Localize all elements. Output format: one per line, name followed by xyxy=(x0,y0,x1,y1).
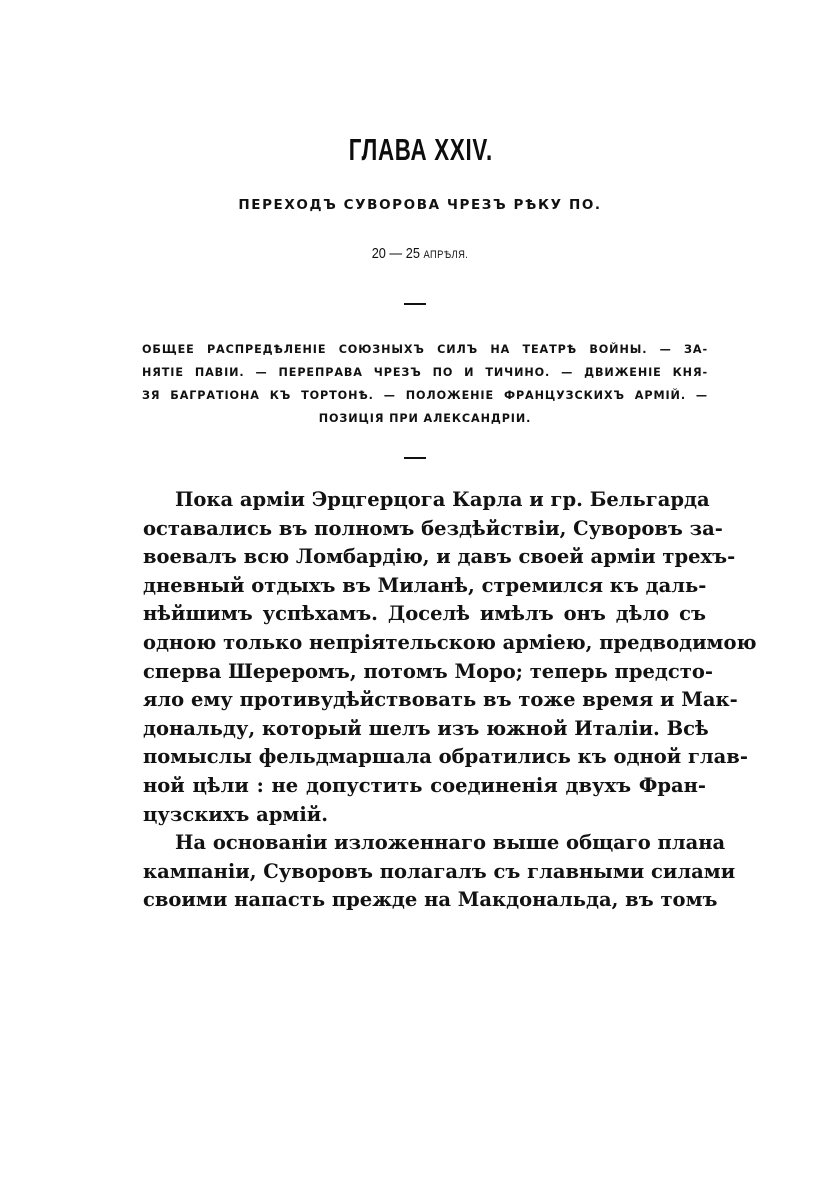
summary-line: ЗЯ БАГРАТІОНА КЪ ТОРТОНѢ. — ПОЛОЖЕНІЕ ФРАНЦУЗСКИХЪ АРМІЙ. — xyxy=(142,389,708,402)
chapter-title: ГЛАВА XXIV. xyxy=(348,132,493,167)
text-line: воевалъ всю Ломбардію, и давъ своей арміи трехъ- xyxy=(143,545,736,569)
chapter-subtitle: ПЕРЕХОДЪ СУВОРОВА ЧРЕЗЪ РѢКУ ПО. xyxy=(238,197,602,213)
body-text xyxy=(143,486,757,915)
separator-rule-top xyxy=(404,303,426,305)
text-line: цузскихъ армій. xyxy=(143,802,328,826)
text-line: дональду, который шелъ изъ южной Италіи. Всѣ xyxy=(143,716,709,740)
dates-month: АПРѢЛЯ. xyxy=(423,249,469,261)
paragraph-2 xyxy=(143,829,736,915)
text-line: своими напасть прежде на Макдональда, въ томъ xyxy=(143,888,718,912)
text-line: сперва Шереромъ, потомъ Моро; теперь предсто- xyxy=(143,659,713,683)
chapter-dates xyxy=(63,245,777,262)
text-line: На основаніи изложеннаго выше общаго плана xyxy=(175,831,726,855)
chapter-summary xyxy=(142,338,708,430)
text-line: одною только непріятельскою арміею, предводимою xyxy=(143,630,757,654)
text-line: Пока арміи Эрцгерцога Карла и гр. Бельгарда xyxy=(175,488,710,511)
text-line: яло ему противудѣйствовать въ тоже время и Мак- xyxy=(143,688,738,712)
summary-line: НЯТІЕ ПАВІИ. — ПЕРЕПРАВА ЧРЕЗЪ ПО И ТИЧИНО. — ДВИЖЕНІЕ КНЯ- xyxy=(142,366,708,379)
text-line: оставались въ полномъ бездѣйствіи, Суворовъ за- xyxy=(143,516,723,540)
summary-line: ПОЗИЦІЯ ПРИ АЛЕКСАНДРІИ. xyxy=(318,412,532,425)
dates-range: 20 — 25 xyxy=(371,245,420,262)
text-line: кампаніи, Суворовъ полагалъ съ главными силами xyxy=(143,859,736,883)
text-line: помыслы фельдмаршала обратились къ одной глав- xyxy=(143,745,748,769)
separator-rule-bottom xyxy=(404,457,426,459)
text-line: дневный отдыхъ въ Миланѣ, стремился къ даль- xyxy=(143,573,707,597)
text-line: нѣйшимъ успѣхамъ. Доселѣ имѣлъ онъ дѣло съ xyxy=(143,602,706,626)
text-line: ной цѣли : не допустить соединенія двухъ Фран- xyxy=(143,773,706,797)
paragraph-1 xyxy=(143,486,757,829)
summary-line: ОБЩЕЕ РАСПРЕДѢЛЕНІЕ СОЮЗНЫХЪ СИЛЪ НА ТЕАТРѢ ВОЙНЫ. — ЗА- xyxy=(142,343,708,356)
